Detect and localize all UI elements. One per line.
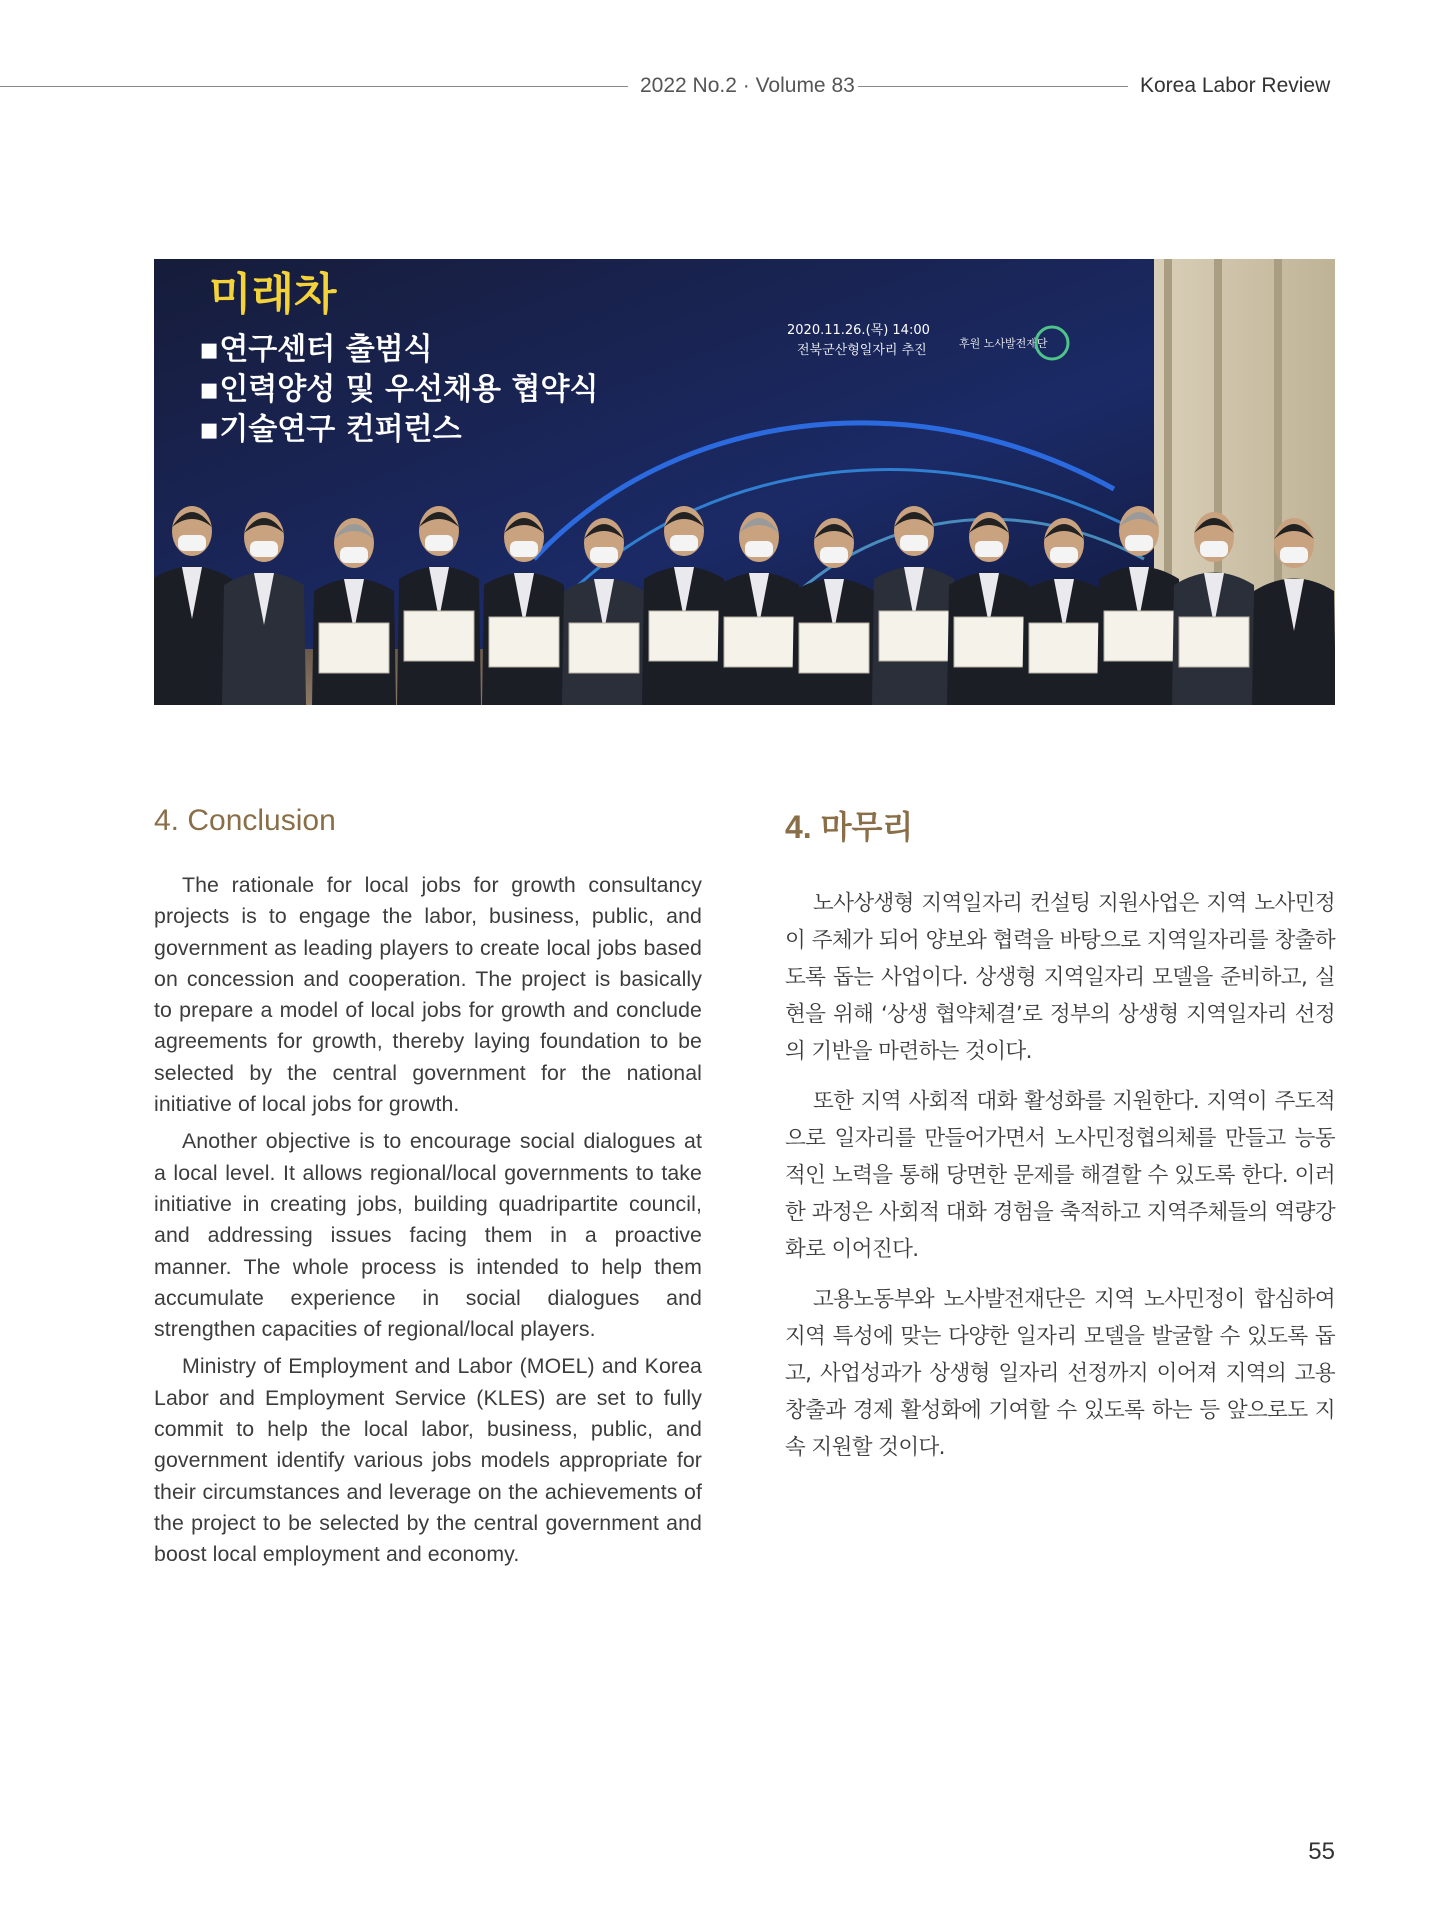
banner-sponsor: 후원 노사발전재단 — [959, 337, 1048, 350]
banner-title: 미래차 — [209, 269, 337, 320]
korean-paragraph-1: 노사상생형 지역일자리 컨설팅 지원사업은 지역 노사민정이 주체가 되어 양보와 협력을 바탕으로 지역일자리를 창출하도록 돕는 사업이다. 상생형 지역일자리 모델을 준비하고, 실현을 위해 ‘상생 협약체결’로 정부의 상생형 지역일자리 선정의 기반을 마련하는 것이다. — [785, 891, 1335, 1064]
english-heading: 4. Conclusion — [154, 804, 336, 837]
banner-date: 2020.11.26.(목) 14:00 — [787, 323, 930, 338]
korean-heading: 4. 마무리 — [785, 809, 914, 845]
korean-paragraph-2: 또한 지역 사회적 대화 활성화를 지원한다. 지역이 주도적으로 일자리를 만들어가면서 노사민정협의체를 만들고 능동적인 노력을 통해 당면한 문제를 해결할 수 있도록 한다. 이러한 과정은 사회적 대화 경험을 축적하고 지역주체들의 역량강화로 이어진다. — [785, 1089, 1335, 1262]
english-paragraph-2: Another objective is to encourage social dialogues at a local level. It allows regional/local governments to take initiative in creating jobs, building quadripartite council, and addressing issues facing them in a proactive manner. The whole process is intended to help them accumulate experience in social dialogues and strengthen capacities of regional/local players. — [154, 1129, 702, 1342]
header-rule-middle — [858, 86, 1128, 87]
page-number: 55 — [1308, 1838, 1335, 1865]
english-column — [154, 870, 702, 1577]
banner-line-3: ▪기술연구 컨퍼런스 — [199, 412, 462, 447]
header-rule-left — [0, 86, 628, 87]
english-paragraph-1: The rationale for local jobs for growth consultancy projects is to engage the labor, business, public, and government as leading players to create local jobs based on concession and cooperation. The project is basically to prepare a model of local jobs for growth and conclude agreements for growth, thereby laying foundation to be selected by the central government for the national initiative of local jobs for growth. — [154, 873, 702, 1117]
ceremony-photo — [154, 259, 1335, 705]
publication-title: Korea Labor Review — [1140, 74, 1331, 97]
banner-line-2: ▪인력양성 및 우선채용 협약식 — [199, 372, 599, 407]
english-paragraph-3: Ministry of Employment and Labor (MOEL) and Korea Labor and Employment Service (KLES) are set to fully commit to help the local labor, business, public, and government identify various jobs models appropriate for their circumstances and leverage on the achievements of the project to be selected by the central government and boost local employment and economy. — [154, 1354, 702, 1567]
issue-label: 2022 No.2 · Volume 83 — [640, 74, 855, 97]
banner-org: 전북군산형일자리 추진 — [797, 343, 927, 358]
korean-paragraph-3: 고용노동부와 노사발전재단은 지역 노사민정이 합심하여 지역 특성에 맞는 다양한 일자리 모델을 발굴할 수 있도록 돕고, 사업성과가 상생형 일자리 선정까지 이어져 지역의 고용창출과 경제 활성화에 기여할 수 있도록 하는 등 앞으로도 지속 지원할 것이다. — [785, 1287, 1335, 1460]
banner-line-1: ▪연구센터 출범식 — [199, 332, 433, 367]
korean-column — [785, 885, 1335, 1479]
